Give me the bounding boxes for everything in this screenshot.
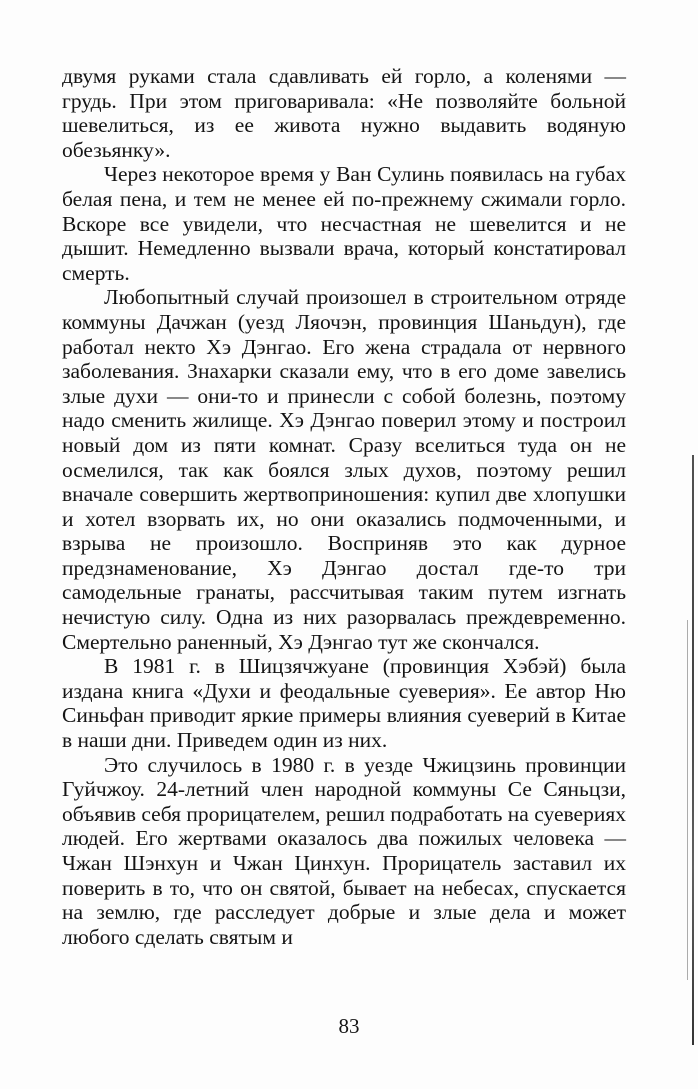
paragraph: Через некоторое время у Ван Сулинь появилась на губах белая пена, и тем не менее ей по-прежнему сжимали горло. Вскоре все увидели, что несчастная не шевелится и не дышит. Немедленно вызвали врача, который констатировал смерть. (62, 162, 626, 285)
scan-edge-line (687, 620, 688, 980)
body-text (62, 64, 626, 949)
scan-edge-line (692, 455, 694, 1045)
paragraph-continuation: двумя руками стала сдавливать ей горло, а коленями — грудь. При этом приговаривала: «Не позволяйте больной шевелиться, из ее живота нужно выдавить водяную обезьянку». (62, 64, 626, 162)
paragraph: В 1981 г. в Шицзячжуане (провинция Хэбэй) была издана книга «Духи и феодальные суеверия». Ее автор Ню Синьфан приводит яркие примеры влияния суеверий в Китае в наши дни. Приведем один из них. (62, 654, 626, 753)
paragraph: Любопытный случай произошел в строительном отряде коммуны Дачжан (уезд Ляочэн, провинция Шаньдун), где работал некто Хэ Дэнгао. Его жена страдала от нервного заболевания. Знахарки сказали ему, что в его доме завелись злые духи — они-то и принесли с собой болезнь, поэтому надо сменить жилище. Хэ Дэнгао поверил этому и построил новый дом из пяти комнат. Сразу вселиться туда он не осмелился, так как боялся злых духов, поэтому решил вначале совершить жертвоприношения: купил две хлопушки и хотел взорвать их, но они оказались подмоченными, и взрыва не произошло. Восприняв это как дурное предзнаменование, Хэ Дэнгао достал где-то три самодельные гранаты, рассчитывая таким путем изгнать нечистую силу. Одна из них разорвалась преждевременно. Смертельно раненный, Хэ Дэнгао тут же скончался. (62, 285, 626, 654)
paragraph: Это случилось в 1980 г. в уезде Чжицзинь провинции Гуйчжоу. 24-летний член народной коммуны Се Сяньцзи, объявив себя прорицателем, решил подработать на суевериях людей. Его жертвами оказалось два пожилых человека — Чжан Шэнхун и Чжан Цинхун. Прорицатель заставил их поверить в то, что он святой, бывает на небесах, спускается на землю, где расследует добрые и злые дела и может любого сделать святым и (62, 752, 626, 949)
page-number: 83 (338, 1014, 360, 1038)
